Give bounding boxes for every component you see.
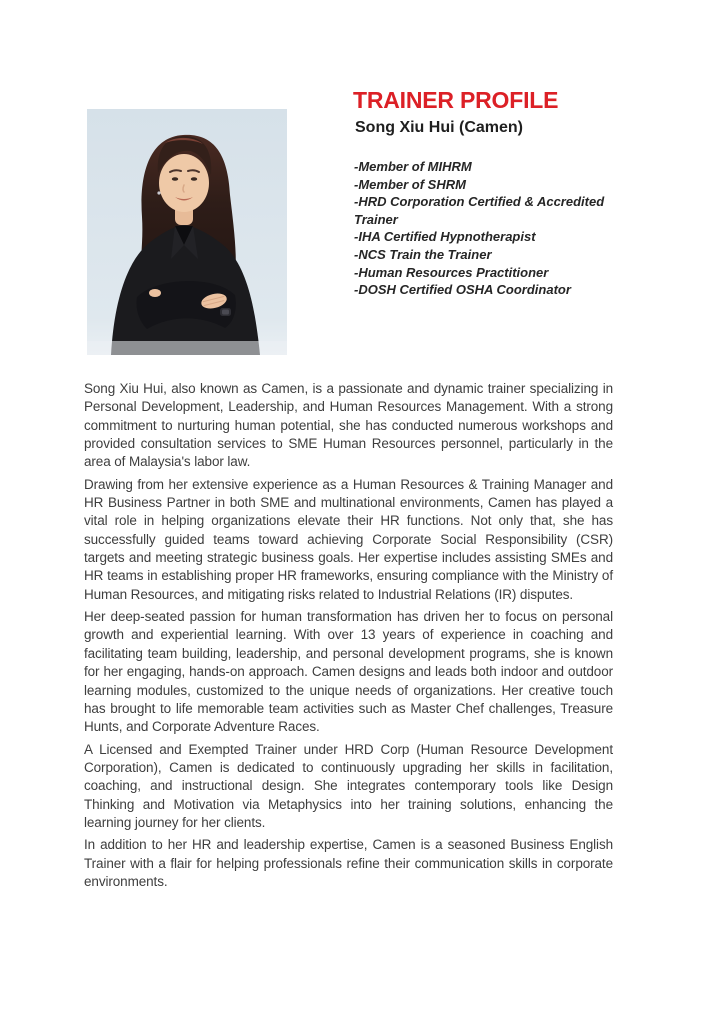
credential-item: -Member of SHRM xyxy=(354,176,466,192)
trainer-name: Song Xiu Hui (Camen) xyxy=(355,119,523,136)
credential-item: -NCS Train the Trainer xyxy=(354,246,492,262)
bio-paragraph: Drawing from her extensive experience as a Human Resources & Training Manager and HR Business Partner in both SME and multinational environments, Camen has played a vital role in helping organizations elevate their HR functions. Not only that, she has successfully guided teams toward achieving Corporate Social Responsibility (CSR) targets and meeting strategic business goals. Her expertise includes assisting SMEs and HR teams in establishing proper HR frameworks, ensuring compliance with the Ministry of Human Resources, and mitigating risks related to Industrial Relations (IR) disputes. xyxy=(84,476,613,602)
credential-item: -Member of MIHRM xyxy=(354,159,472,174)
bio-paragraph: In addition to her HR and leadership expertise, Camen is a seasoned Business English Trainer with a flair for helping professionals refine their communication skills in corporate environments. xyxy=(84,837,613,889)
bio-paragraph: Song Xiu Hui, also known as Camen, is a passionate and dynamic trainer specializing in Personal Development, Leadership, and Human Resources Management. With a strong commitment to nurturing human potential, she has conducted numerous workshops and provided consultation services to SME Human Resources personnel, particularly in the area of Malaysia's labor law. xyxy=(84,381,613,470)
bio-paragraph: A Licensed and Exempted Trainer under HRD Corp (Human Resource Development Corporation), Camen is dedicated to continuously upgrading her skills in facilitation, coaching, and instructional design. She integrates contemporary tools like Design Thinking and Motivation via Metaphysics into her training solutions, enhancing the learning journey for her clients. xyxy=(84,741,613,830)
trainer-photo xyxy=(87,109,287,355)
credential-item: -DOSH Certified OSHA Coordinator xyxy=(354,282,571,298)
bio-paragraph: Her deep-seated passion for human transformation has driven her to focus on personal growth and experiential learning. With over 13 years of experience in coaching and facilitating team building, leadership, and personal development programs, she is known for her engaging, hands-on approach. Camen designs and leads both indoor and outdoor learning modules, customized to the unique needs of organizations. Her creative touch has brought to life memorable team activities such as Master Chef challenges, Treasure Hunts, and Corporate Adventure Races. xyxy=(84,609,613,735)
page-title: TRAINER PROFILE xyxy=(353,87,559,113)
credentials-list xyxy=(354,158,622,299)
credential-item: -HRD Corporation Certified & Accredited Trainer xyxy=(354,194,605,227)
credential-item: -Human Resources Practitioner xyxy=(354,264,549,280)
portrait-illustration xyxy=(87,109,287,355)
biography xyxy=(84,380,613,895)
credential-item: -IHA Certified Hypnotherapist xyxy=(354,229,536,245)
